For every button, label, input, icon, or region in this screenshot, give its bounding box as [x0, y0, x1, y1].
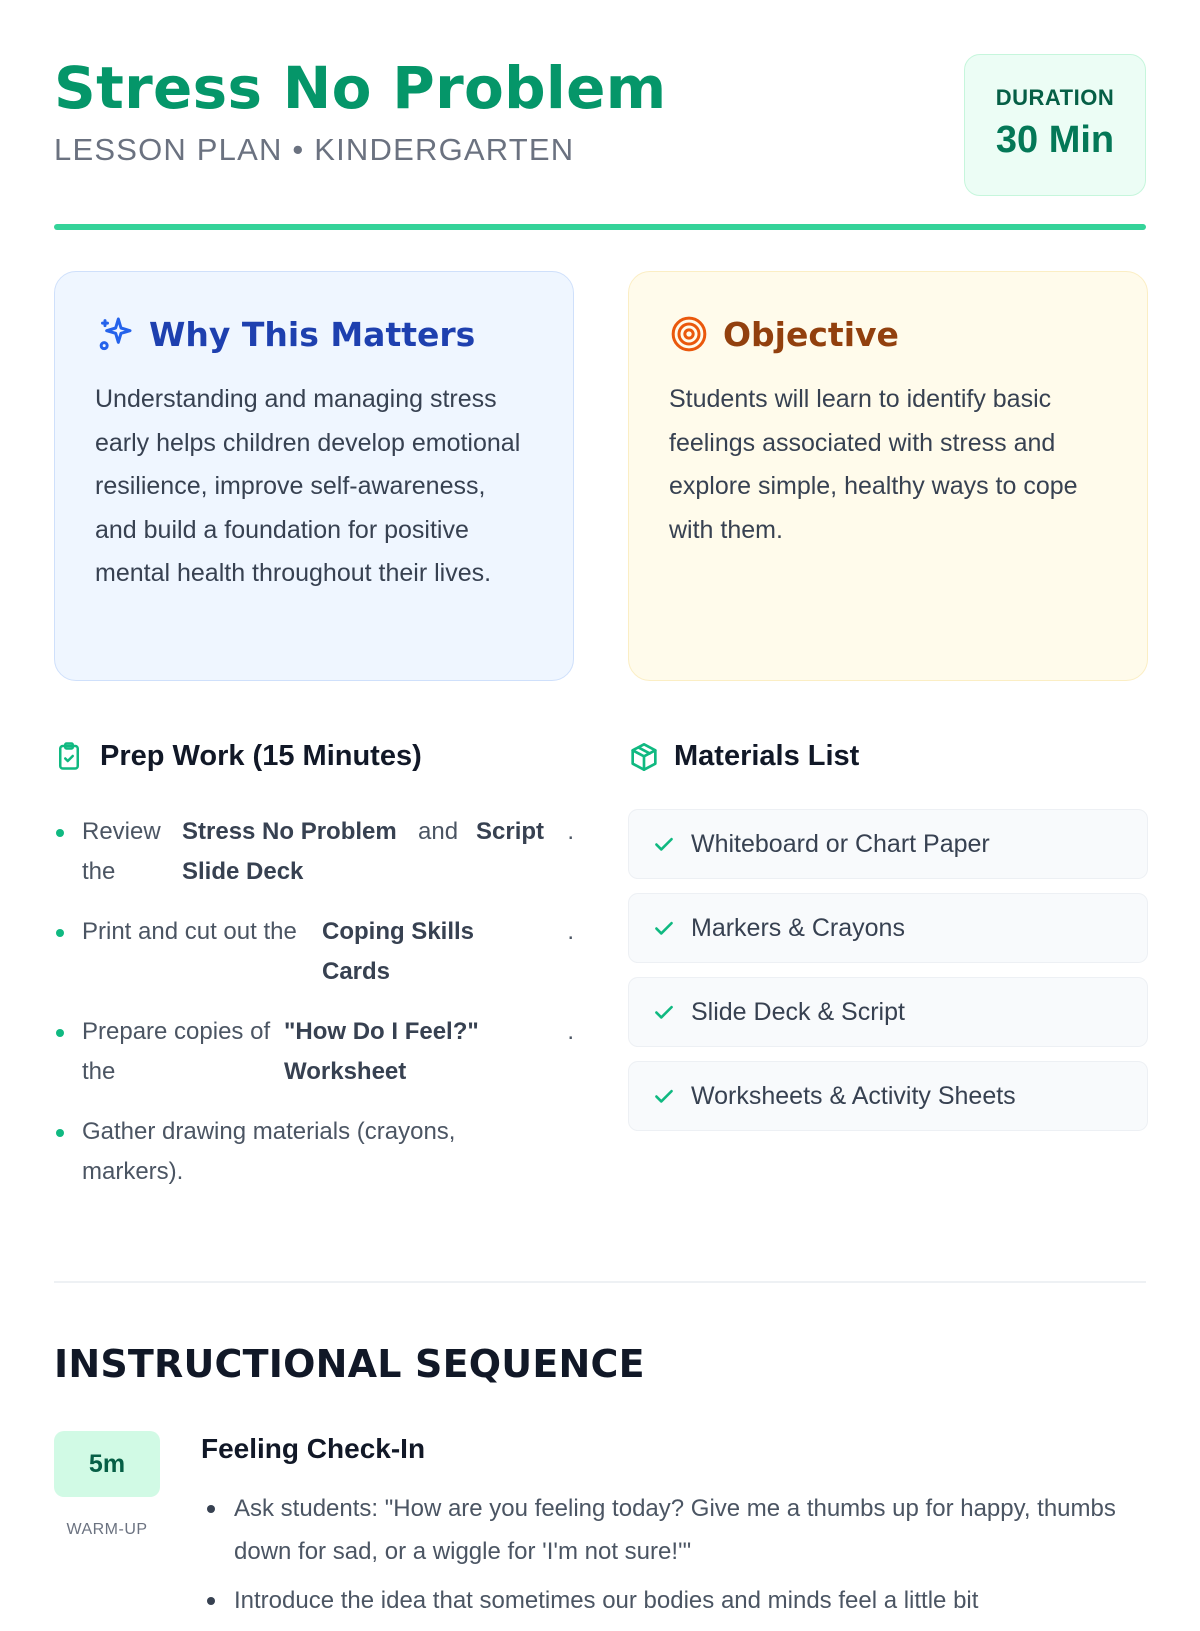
target-icon	[669, 314, 709, 354]
materials-title: Materials List	[674, 740, 860, 772]
materials-list	[628, 809, 1148, 1145]
prep-item-period: .	[567, 818, 574, 845]
prep-item-period: .	[567, 1018, 574, 1045]
header-divider	[54, 224, 1146, 230]
why-title: Why This Matters	[149, 314, 476, 354]
why-card	[54, 271, 574, 681]
prep-item-bold: "How Do I Feel?" Worksheet	[284, 1018, 479, 1085]
duration-value: 30 Min	[995, 119, 1115, 161]
step-bullet: Ask students: "How are you feeling today? Give me a thumbs up for happy, thumbs down for sad, or a wiggle for 'I'm not sure!'"	[201, 1487, 1146, 1573]
prep-item-text: and	[418, 818, 459, 845]
step-phase-label: WARM-UP	[66, 1521, 148, 1538]
package-icon	[628, 741, 660, 773]
objective-card	[628, 271, 1148, 681]
prep-list	[54, 812, 574, 1212]
prep-item-text: Review the	[82, 818, 161, 885]
materials-heading	[628, 740, 859, 773]
material-item	[628, 1061, 1148, 1131]
prep-item-text: Print and cut out the	[82, 918, 297, 945]
prep-item	[54, 1112, 574, 1192]
section-divider	[54, 1281, 1146, 1283]
material-label: Worksheets & Activity Sheets	[691, 1081, 1016, 1110]
checkmark-icon	[651, 999, 677, 1025]
objective-title: Objective	[723, 314, 899, 354]
lesson-header	[54, 52, 1146, 202]
sequence-heading: INSTRUCTIONAL SEQUENCE	[54, 1342, 645, 1386]
step-bullets	[201, 1487, 1146, 1628]
duration-label: DURATION	[995, 85, 1115, 110]
prep-item-text: Gather drawing materials (crayons, markers).	[82, 1118, 456, 1185]
objective-heading	[669, 314, 1107, 354]
clipboard-check-icon	[54, 741, 86, 773]
prep-item-bold: Coping Skills Cards	[322, 918, 475, 985]
page-subtitle: LESSON PLAN • KINDERGARTEN	[54, 132, 575, 167]
material-item	[628, 977, 1148, 1047]
step-bullet: Introduce the idea that sometimes our bodies and minds feel a little bit	[201, 1579, 1146, 1622]
sequence-step	[54, 1431, 1146, 1631]
prep-title: Prep Work (15 Minutes)	[100, 740, 422, 772]
why-heading	[95, 314, 533, 354]
material-label: Markers & Crayons	[691, 913, 905, 942]
why-text: Understanding and managing stress early helps children develop emotional resilience, improve self-awareness, and build a foundation for positive mental health throughout their lives.	[95, 385, 521, 587]
step-time-badge: 5m	[54, 1431, 160, 1497]
prep-item-bold: Stress No Problem Slide Deck	[182, 818, 397, 885]
material-label: Slide Deck & Script	[691, 997, 905, 1026]
material-label: Whiteboard or Chart Paper	[691, 829, 990, 858]
prep-item-text: Prepare copies of the	[82, 1018, 271, 1085]
prep-item-bold: Script	[476, 818, 545, 845]
checkmark-icon	[651, 831, 677, 857]
duration-badge	[964, 54, 1146, 196]
material-item	[628, 809, 1148, 879]
material-item	[628, 893, 1148, 963]
page-title: Stress No Problem	[54, 54, 667, 122]
prep-heading	[54, 740, 422, 773]
checkmark-icon	[651, 1083, 677, 1109]
prep-item	[54, 1012, 574, 1092]
objective-text: Students will learn to identify basic feelings associated with stress and explore simple, healthy ways to cope with them.	[669, 385, 1078, 544]
prep-item-period: .	[567, 918, 574, 945]
prep-item	[54, 812, 574, 892]
checkmark-icon	[651, 915, 677, 941]
sparkles-icon	[95, 314, 135, 354]
step-title: Feeling Check-In	[201, 1433, 426, 1464]
prep-item	[54, 912, 574, 992]
